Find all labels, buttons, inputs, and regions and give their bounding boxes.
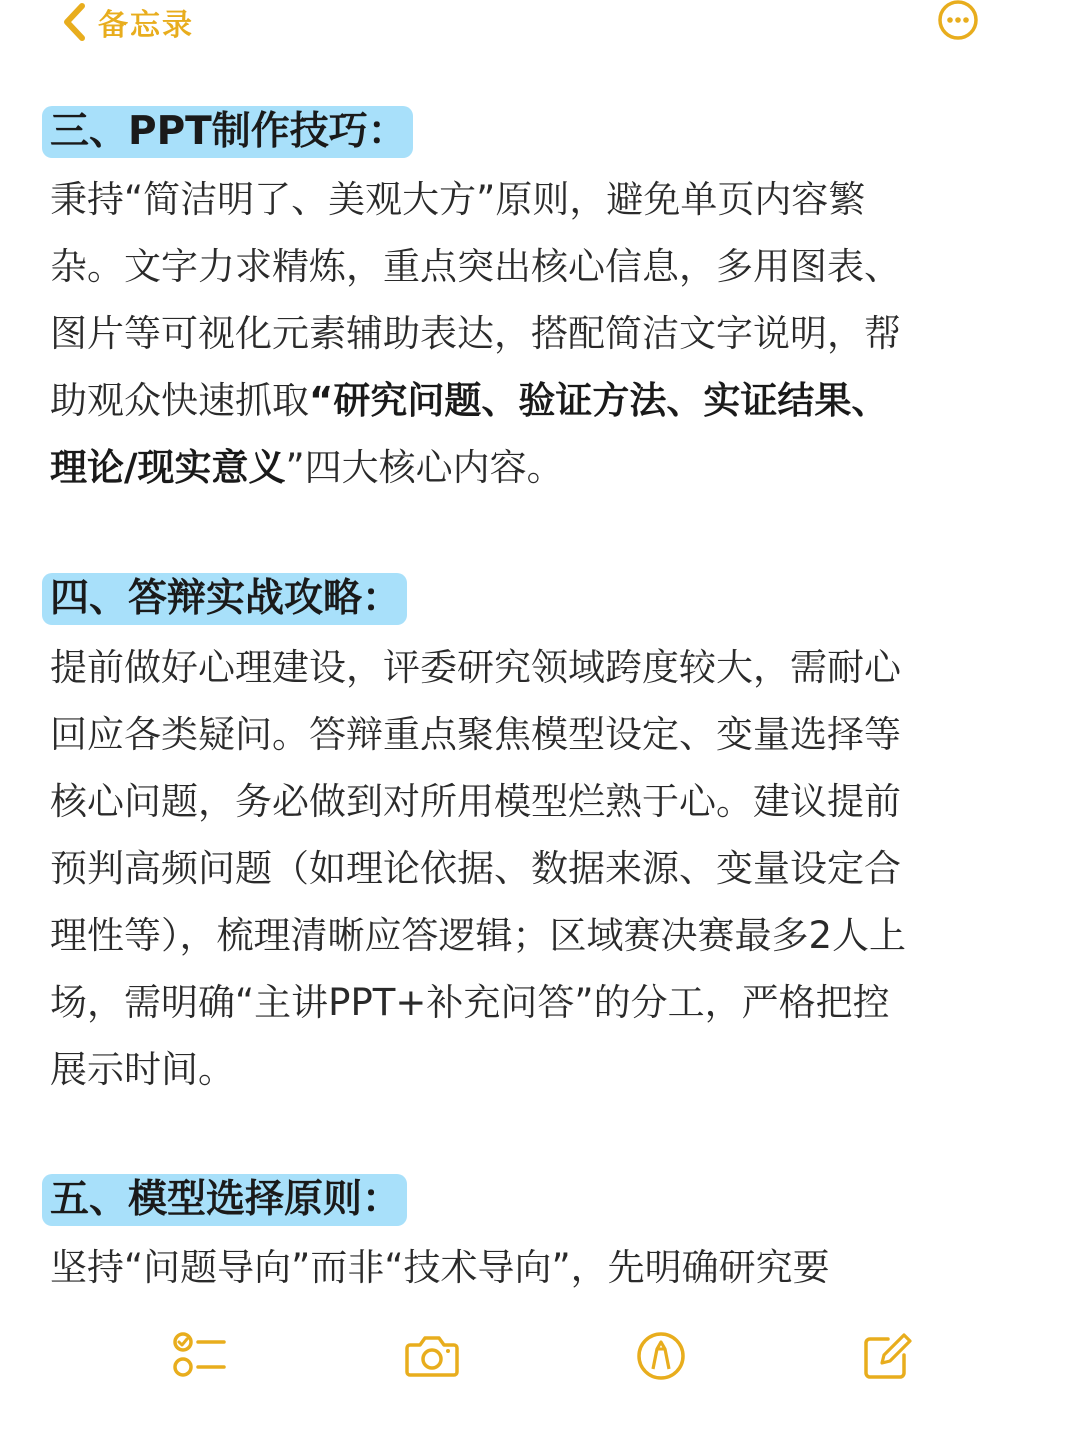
text-run: 回应各类疑问。答辩重点聚焦模型设定、变量选择等 — [50, 713, 901, 756]
text-run: 图片等可视化元素辅助表达，搭配简洁文字说明，帮 — [50, 312, 901, 355]
text-run: 提前做好心理建设，评委研究领域跨度较大，需耐心 — [50, 646, 901, 689]
bottom-toolbar — [0, 1315, 1080, 1395]
text-run: 助观众快速抓取 — [50, 379, 309, 422]
checklist-button[interactable] — [172, 1329, 226, 1383]
paragraph-line — [50, 902, 906, 969]
paragraph-line — [50, 768, 906, 835]
paragraph-line — [50, 1036, 906, 1103]
section-heading-ppt-tips: 三、PPT制作技巧： — [42, 106, 413, 158]
paragraph-line — [50, 367, 901, 434]
markup-button[interactable] — [634, 1329, 688, 1383]
bold-text-run: “研究问题、验证方法、实证结果、 — [309, 379, 889, 422]
paragraph-line — [50, 1234, 830, 1301]
back-button[interactable] — [62, 0, 194, 44]
paragraph-line — [50, 300, 901, 367]
text-run: ”四大核心内容。 — [285, 446, 564, 489]
more-button[interactable] — [936, 0, 980, 44]
camera-icon — [404, 1329, 460, 1383]
paragraph-line — [50, 434, 901, 501]
paragraph-line — [50, 969, 906, 1036]
text-run: 理性等），梳理清晰应答逻辑；区域赛决赛最多2人上 — [50, 914, 907, 957]
text-run: 场，需明确“主讲PPT+补充问答”的分工，严格把控 — [50, 981, 890, 1024]
compose-button[interactable] — [860, 1329, 914, 1383]
text-run: 杂。文字力求精炼，重点突出核心信息，多用图表、 — [50, 245, 901, 288]
paragraph-line — [50, 701, 906, 768]
paragraph-line — [50, 634, 906, 701]
back-label: 备忘录 — [98, 8, 194, 43]
top-bar — [0, 0, 1080, 60]
section-heading-model-selection: 五、模型选择原则： — [42, 1174, 407, 1226]
checklist-icon — [172, 1329, 228, 1383]
text-run: 坚持“问题导向”而非“技术导向”，先明确研究要 — [50, 1246, 830, 1289]
camera-button[interactable] — [404, 1329, 458, 1383]
chevron-left-icon — [62, 2, 88, 42]
section-paragraph-defense-strategy — [50, 634, 906, 1103]
section-heading-defense-strategy: 四、答辩实战攻略： — [42, 573, 407, 625]
paragraph-line — [50, 233, 901, 300]
text-run: 展示时间。 — [50, 1048, 235, 1091]
text-run: 核心问题，务必做到对所用模型烂熟于心。建议提前 — [50, 780, 901, 823]
paragraph-line — [50, 835, 906, 902]
paragraph-line — [50, 166, 901, 233]
section-paragraph-ppt-tips — [50, 166, 901, 501]
section-paragraph-model-selection — [50, 1234, 830, 1301]
compose-icon — [860, 1329, 916, 1383]
bold-text-run: 理论/现实意义 — [50, 446, 286, 489]
text-run: 秉持“简洁明了、美观大方”原则，避免单页内容繁 — [50, 178, 866, 221]
markup-pen-icon — [634, 1329, 690, 1383]
text-run: 预判高频问题（如理论依据、数据来源、变量设定合 — [50, 847, 901, 890]
ellipsis-circle-icon — [936, 0, 980, 44]
